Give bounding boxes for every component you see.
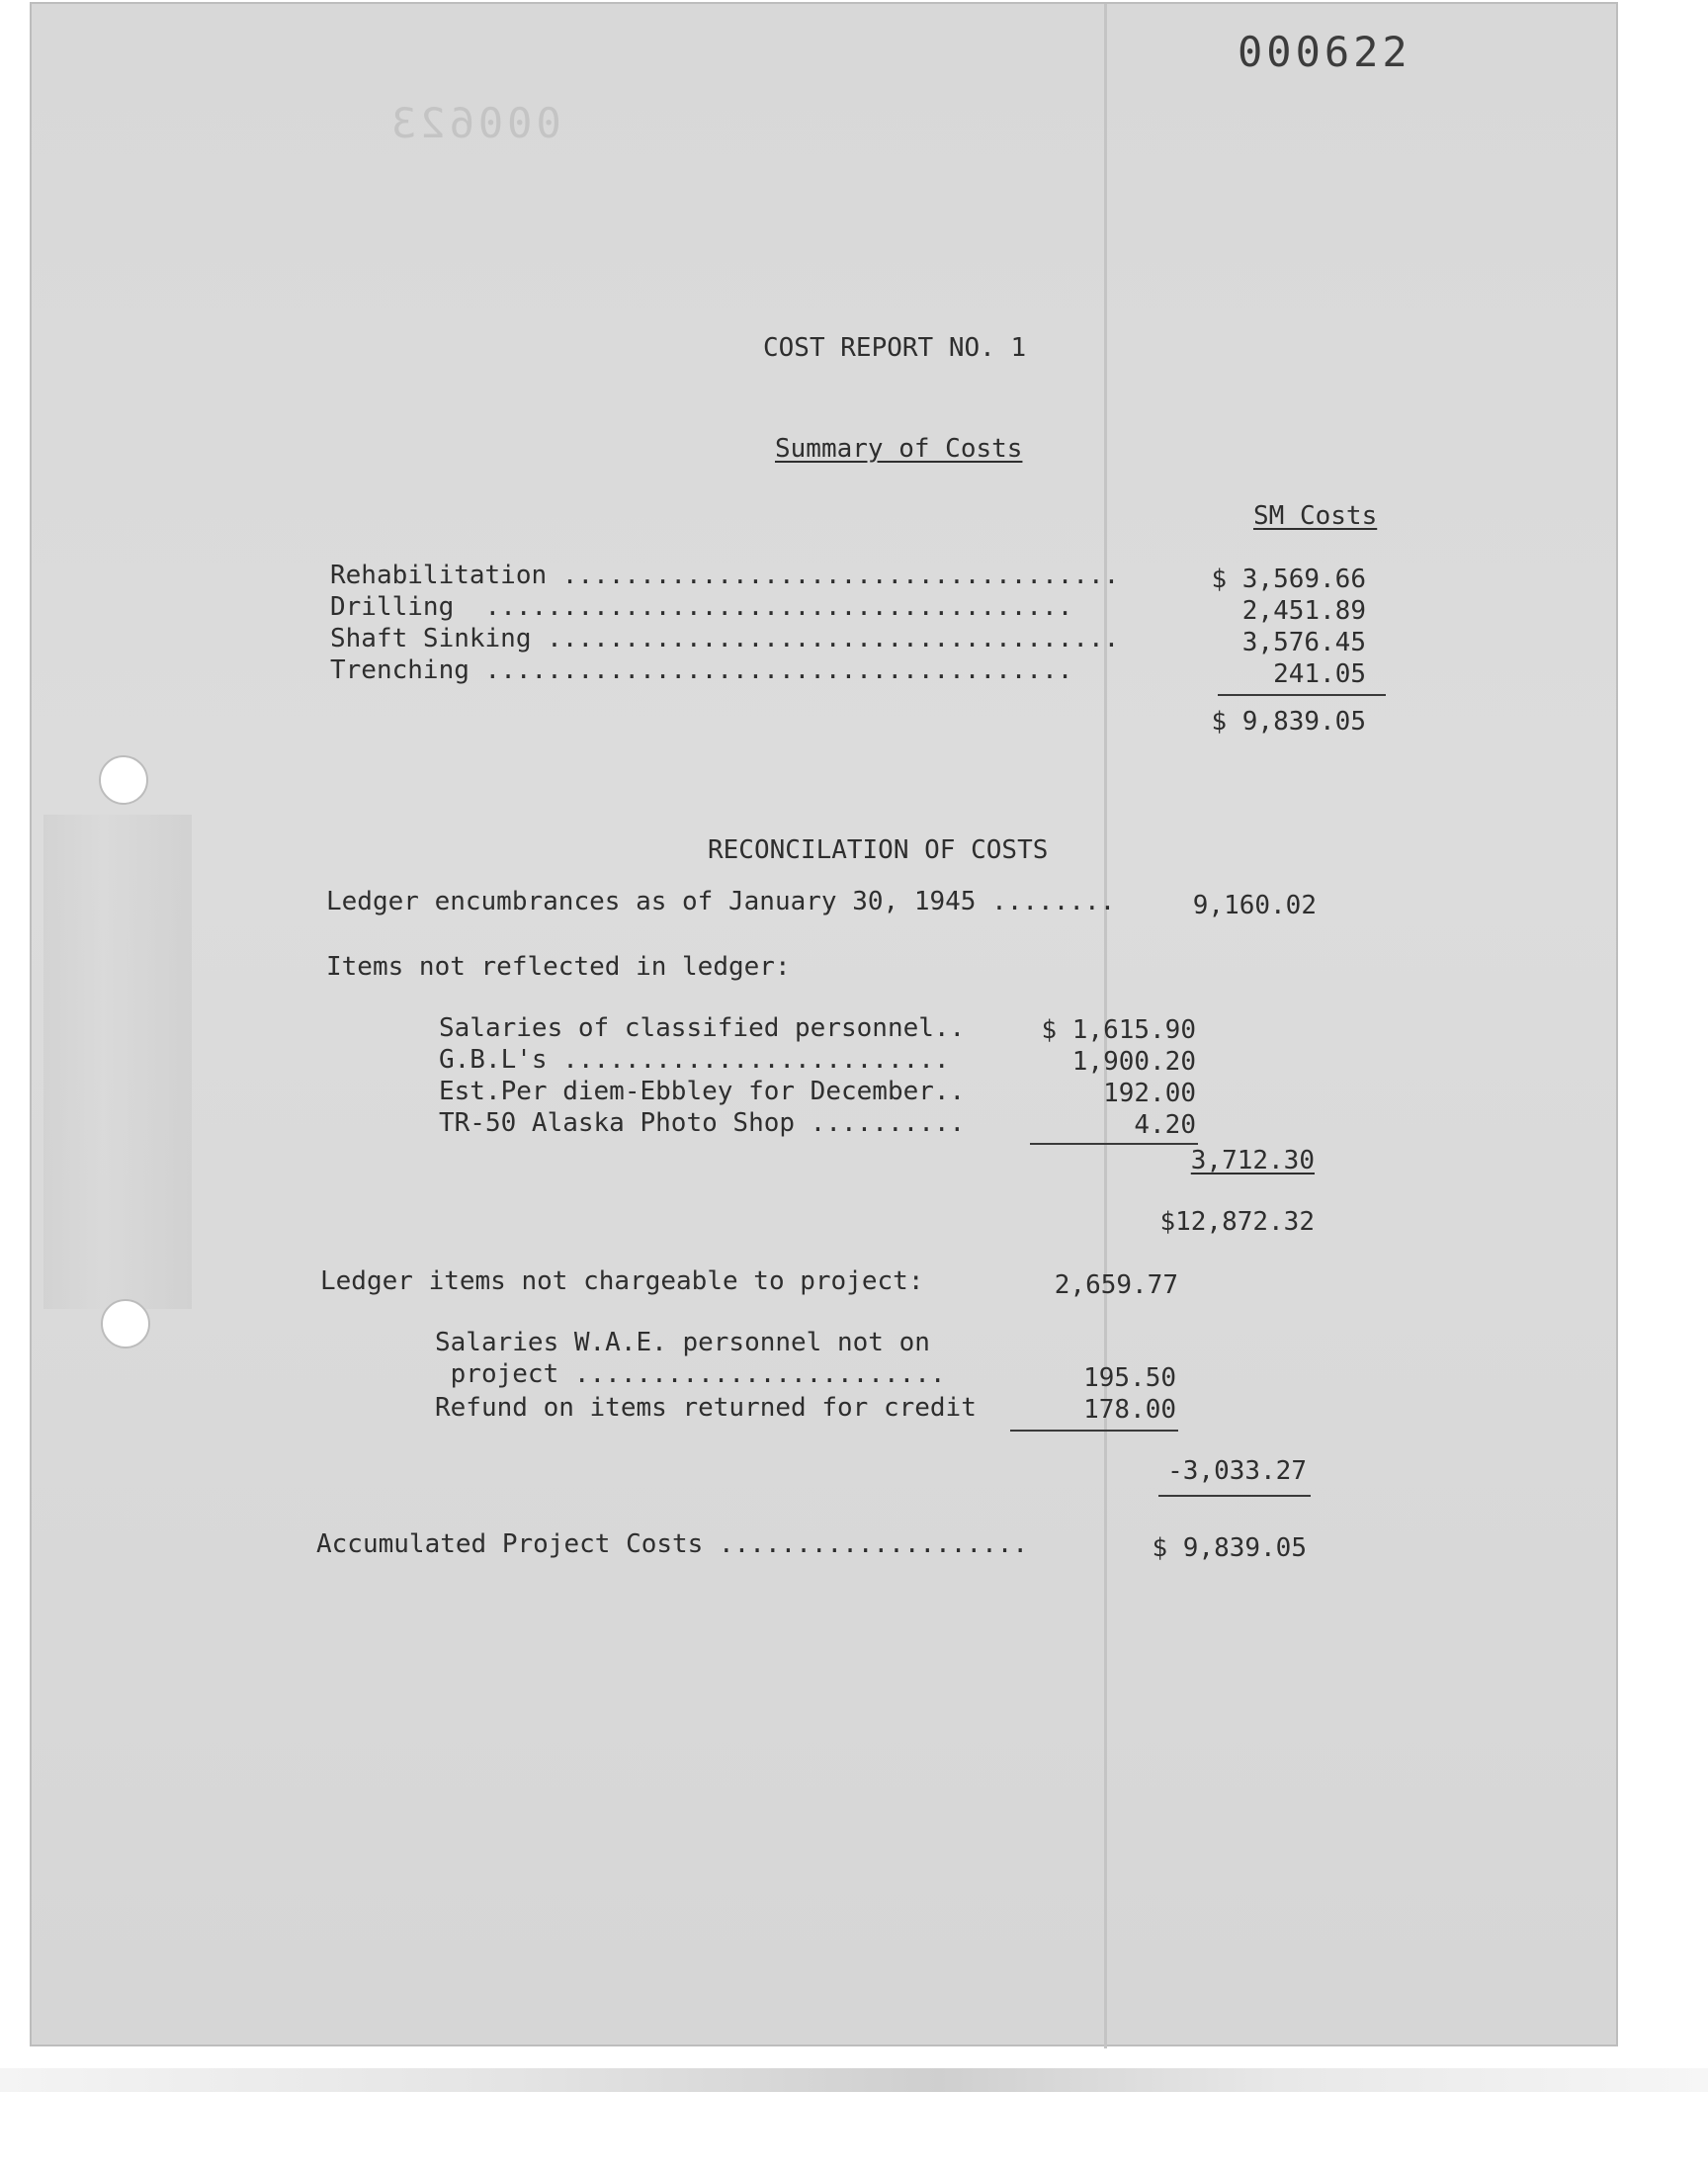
summary-row-rehabilitation	[330, 560, 1119, 591]
ledger-encumbrances-amount: 9,160.02	[1192, 891, 1317, 920]
summary-total-rule	[1218, 694, 1386, 696]
paper-sheet	[30, 2, 1618, 2046]
summary-row-trenching	[330, 654, 1072, 686]
accumulated-costs-amount: $ 9,839.05	[1152, 1533, 1307, 1563]
summary-row-label: Rehabilitation	[330, 561, 548, 590]
not-reflected-item-amount: 1,900.20	[1071, 1047, 1196, 1077]
deduction-rule	[1158, 1495, 1311, 1497]
ledger-encumbrances-label: Ledger encumbrances as of January 30, 1945 ........	[326, 887, 1116, 916]
not-reflected-item-label: Est.Per diem-Ebbley for December..	[439, 1077, 966, 1106]
not-reflected-item-amount: 192.00	[1103, 1079, 1196, 1108]
summary-row-shaft-sinking	[330, 623, 1119, 654]
deduction-total: -3,033.27	[1167, 1456, 1307, 1486]
summary-row-leader: ......................................	[454, 592, 1073, 622]
punch-hole-bottom	[101, 1299, 150, 1348]
summary-row-amount: $ 3,569.66	[1211, 565, 1366, 594]
summary-row-leader: ....................................	[547, 561, 1120, 590]
not-reflected-subtotal: 3,712.30	[1190, 1146, 1315, 1175]
not-reflected-item-amount: $ 1,615.90	[1041, 1015, 1196, 1045]
summary-row-drilling	[330, 591, 1072, 623]
punch-hole-top	[99, 755, 148, 805]
summary-row-label: Trenching	[330, 655, 470, 685]
not-chargeable-item-amount: 178.00	[1083, 1395, 1176, 1425]
binder-shadow	[43, 815, 192, 1309]
not-chargeable-rule	[1010, 1430, 1178, 1432]
accumulated-costs-label: Accumulated Project Costs ....................	[316, 1529, 1029, 1559]
not-reflected-item-label: TR-50 Alaska Photo Shop ..........	[439, 1108, 966, 1138]
not-chargeable-item-amount: 195.50	[1083, 1363, 1176, 1393]
not-reflected-heading: Items not reflected in ledger:	[326, 952, 791, 982]
page-stamp-number: 000622	[1238, 28, 1411, 76]
summary-row-amount: 3,576.45	[1241, 628, 1366, 657]
bleed-through-stamp: 000623	[387, 99, 561, 147]
not-reflected-item-label: G.B.L's .........................	[439, 1045, 950, 1075]
summary-row-label: Drilling	[330, 592, 455, 622]
not-reflected-item-amount: 4.20	[1134, 1110, 1196, 1140]
report-title: COST REPORT NO. 1	[763, 333, 1027, 363]
summary-row-amount: 241.05	[1273, 659, 1366, 689]
summary-row-leader: ......................................	[469, 655, 1073, 685]
summary-row-label: Shaft Sinking	[330, 624, 532, 653]
not-chargeable-item-label: Salaries W.A.E. personnel not on	[435, 1328, 930, 1357]
summary-row-amount: 2,451.89	[1241, 596, 1366, 626]
not-chargeable-amount: 2,659.77	[1054, 1270, 1178, 1300]
scanner-edge-artifact	[0, 2068, 1708, 2092]
not-chargeable-label: Ledger items not chargeable to project:	[320, 1266, 924, 1296]
not-chargeable-item-label: project ........................	[435, 1359, 946, 1389]
running-total: $12,872.32	[1159, 1207, 1315, 1237]
summary-total: $ 9,839.05	[1211, 707, 1366, 737]
reconciliation-heading: RECONCILATION OF COSTS	[708, 835, 1049, 865]
summary-heading: Summary of Costs	[775, 434, 1023, 464]
not-chargeable-item-label: Refund on items returned for credit	[435, 1393, 977, 1423]
summary-row-leader: .....................................	[531, 624, 1120, 653]
sm-costs-header: SM Costs	[1253, 501, 1378, 531]
not-reflected-item-label: Salaries of classified personnel..	[439, 1013, 966, 1043]
